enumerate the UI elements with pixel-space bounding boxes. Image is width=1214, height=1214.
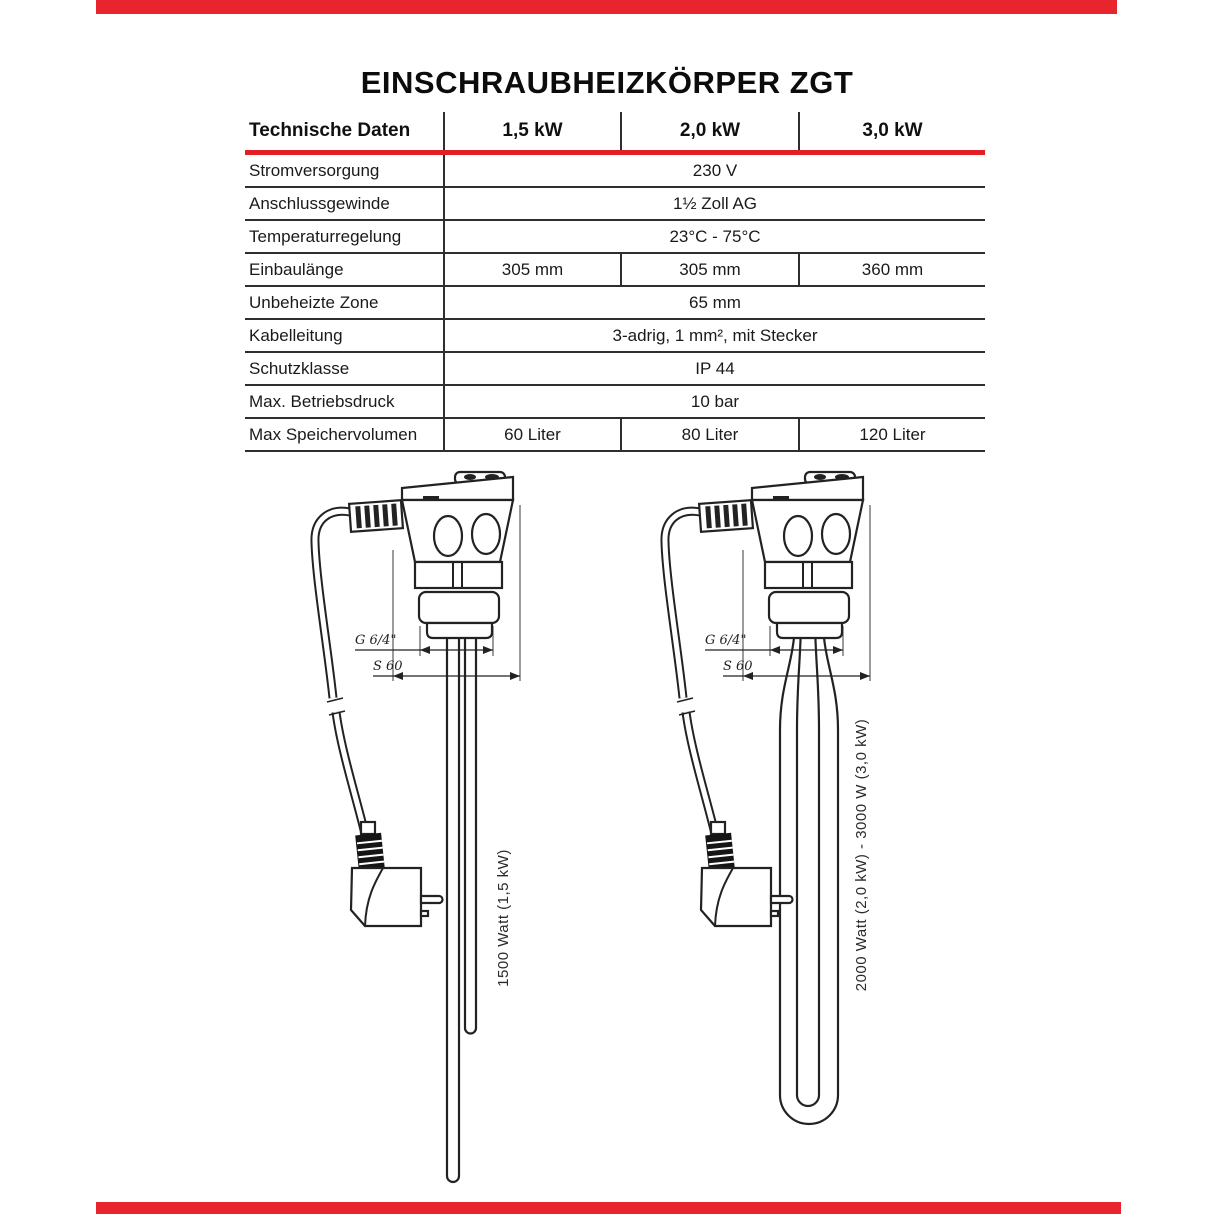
row-label: Unbeheizte Zone (245, 287, 445, 318)
row-value-2-0kw: 80 Liter (622, 419, 800, 450)
table-header-3-0kw: 3,0 kW (862, 120, 923, 141)
table-row-schutzklasse (245, 353, 985, 386)
row-value: 1½ Zoll AG (672, 193, 758, 213)
wattage-label: 2000 Watt (2,0 kW) - 3000 W (3,0 kW) (853, 718, 870, 992)
heater-diagram-2-0-3-0kw (645, 450, 940, 1195)
hex-nut (769, 592, 849, 623)
table-header-row (245, 112, 985, 155)
page-title: EINSCHRAUBHEIZKÖRPER ZGT (360, 64, 854, 100)
row-label: Temperaturregelung (245, 221, 445, 252)
table-row-max-betriebsdruck (245, 386, 985, 419)
row-label: Schutzklasse (245, 353, 445, 384)
table-header-1-5kw: 1,5 kW (445, 112, 622, 150)
row-value: 23°C - 75°C (669, 226, 761, 246)
hex-size-label: S 60 (723, 659, 753, 674)
schuko-plug (701, 822, 793, 926)
row-value-3-0kw: 360 mm (861, 259, 924, 279)
cable-gland (349, 500, 403, 532)
row-value-3-0kw: 120 Liter (859, 424, 926, 444)
table-header-technische-daten: Technische Daten (245, 112, 445, 150)
row-label: Max. Betriebsdruck (245, 386, 445, 417)
row-value-1-5kw: 305 mm (445, 254, 622, 285)
table-row-einbaulaenge (245, 254, 985, 287)
heating-rod-u-tube (780, 626, 838, 1124)
row-label: Kabelleitung (245, 320, 445, 351)
row-value-1-5kw: 60 Liter (445, 419, 622, 450)
cable-gland (699, 500, 753, 532)
thread-size-label: G 6/4" (355, 633, 397, 648)
heating-rod (447, 626, 476, 1182)
power-cable (665, 511, 715, 834)
table-row-anschlussgewinde (245, 188, 985, 221)
row-value: IP 44 (695, 358, 735, 378)
row-value: 3-adrig, 1 mm², mit Stecker (612, 325, 818, 345)
row-label: Stromversorgung (245, 155, 445, 186)
thermostat-head (699, 472, 863, 638)
technical-data-table (245, 112, 985, 452)
table-row-max-speichervolumen (245, 419, 985, 452)
wattage-label: 1500 Watt (1,5 kW) (495, 849, 512, 987)
hex-nut (419, 592, 499, 623)
table-row-temperaturregelung (245, 221, 985, 254)
row-label: Max Speichervolumen (245, 419, 445, 450)
row-value-2-0kw: 305 mm (622, 254, 800, 285)
table-row-stromversorgung (245, 155, 985, 188)
hex-size-label: S 60 (373, 659, 403, 674)
thermostat-head (349, 472, 513, 638)
table-row-kabelleitung (245, 320, 985, 353)
heater-diagram-1-5kw (295, 450, 590, 1195)
row-value: 65 mm (689, 292, 741, 312)
bottom-accent-bar (96, 1202, 1121, 1214)
row-label: Anschlussgewinde (245, 188, 445, 219)
power-cable (315, 511, 365, 834)
table-row-unbeheizte-zone (245, 287, 985, 320)
row-value: 230 V (692, 160, 738, 180)
row-value: 10 bar (690, 391, 740, 411)
thread-size-label: G 6/4" (705, 633, 747, 648)
table-header-2-0kw: 2,0 kW (622, 112, 800, 150)
top-accent-bar (96, 0, 1117, 14)
row-label: Einbaulänge (245, 254, 445, 285)
schuko-plug (351, 822, 443, 926)
